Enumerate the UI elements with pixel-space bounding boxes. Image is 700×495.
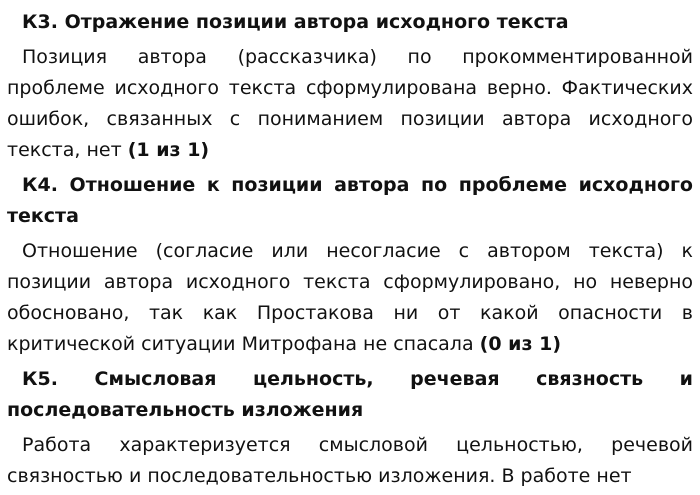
document-page: [7, 0, 693, 492]
section-body-k4: Отношение (согласие или несогласие с автором текста) к позиции автора исходного текста сформулировано, но неверно обосновано, так как Простакова ни от какой опасности в критической ситуации Митрофана не спасала: [7, 240, 693, 355]
section-text-k4: [7, 236, 693, 360]
section-heading-k5: К5. Смысловая цельность, речевая связность и последовательность изложения: [7, 368, 693, 421]
score-k4: (0 из 1): [479, 333, 562, 355]
section-heading-k3: К3. Отражение позиции автора исходного текста: [22, 11, 569, 33]
score-k3: (1 из 1): [127, 139, 210, 161]
section-body-k3: Позиция автора (рассказчика) по прокомментированной проблеме исходного текста сформулирована верно. Фактических ошибок, связанных с пониманием позиции автора исходного текста, нет: [7, 46, 693, 161]
section-heading-k4: К4. Отношение к позиции автора по проблеме исходного текста: [7, 174, 693, 227]
section-body-k5: Работа характеризуется смысловой цельностью, речевой связностью и последовательностью изложения. В работе нет: [7, 434, 693, 487]
section-text-k5: [7, 430, 693, 492]
section-text-k3: [7, 42, 693, 166]
